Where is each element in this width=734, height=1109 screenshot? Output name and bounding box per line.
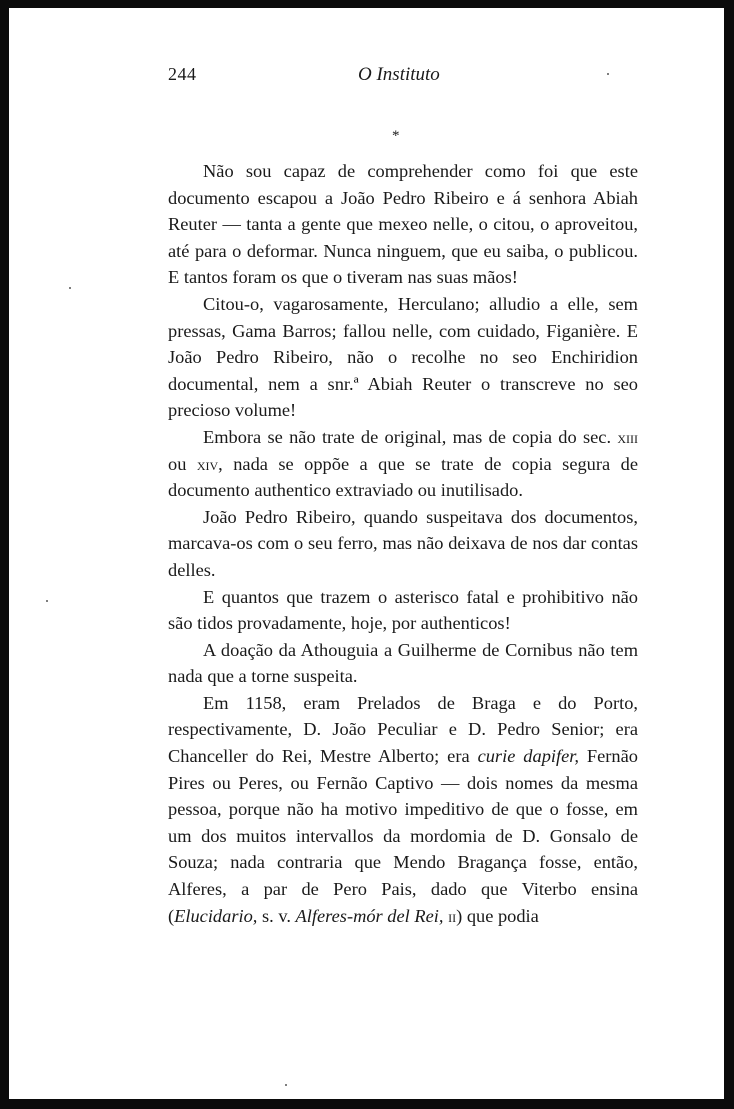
paragraph-text: Fernão Pires ou Peres, ou Fernão Captivo — dois nomes da mesma pessoa, porque não ha motivo impeditivo de que o fosse, em um dos muitos intervallos da mordomia de D. Gonsalo de Souza; nada contraria que Mendo Bragança fosse, então, Alferes, a par de Pero Pais, dado que Viterbo ensina ( bbox=[168, 746, 638, 926]
paragraph-text: ou bbox=[168, 453, 197, 474]
volume-numeral: ii bbox=[448, 905, 457, 926]
scan-speck bbox=[285, 1084, 287, 1086]
paragraph: A doação da Athouguia a Guilherme de Cornibus não tem nada que a torne suspeita. bbox=[168, 639, 638, 687]
century-numeral: xiii bbox=[617, 426, 638, 447]
cited-work: Elucidario, bbox=[174, 905, 258, 926]
running-title: O Instituto bbox=[358, 64, 440, 85]
scan-speck bbox=[46, 600, 48, 602]
paragraph: Citou-o, vagarosamente, Herculano; alludio a elle, sem pressas, Gama Barros; fallou nelle, com cuidado, Figanière. E João Pedro Ribeiro, não o recolhe no seo Enchiridion documental, nem a snr.ª Abiah Reuter o transcreve no seo precioso volume! bbox=[168, 293, 638, 421]
scan-speck bbox=[607, 73, 609, 75]
section-mark: * bbox=[392, 128, 400, 144]
body-text bbox=[168, 158, 638, 929]
paragraph: E quantos que trazem o asterisco fatal e prohibitivo não são tidos provadamente, hoje, por authenticos! bbox=[168, 586, 638, 634]
page-header bbox=[0, 64, 734, 88]
page-number: 244 bbox=[168, 64, 197, 84]
paragraph-text: , nada se oppõe a que se trate de copia segura de documento authentico extraviado ou inutilisado. bbox=[168, 453, 638, 501]
paragraph bbox=[168, 424, 638, 504]
scan-speck bbox=[69, 287, 71, 289]
paragraph-text: Embora se não trate de original, mas de copia do sec. bbox=[203, 426, 618, 447]
latin-title: curie dapifer, bbox=[477, 746, 579, 767]
paragraph-text: Em 1158, eram Prelados de Braga e do Porto, respectivamente, D. João Peculiar e D. Pedro Senior; era Chanceller do Rei, Mestre Alberto; era bbox=[168, 692, 638, 767]
century-numeral: xiv bbox=[196, 453, 219, 474]
paragraph: João Pedro Ribeiro, quando suspeitava dos documentos, marcava-os com o seu ferro, mas não deixava de nos dar contas delles. bbox=[168, 506, 638, 580]
paragraph-text: ) que podia bbox=[456, 905, 539, 926]
cited-entry: Alferes-mór del Rei, bbox=[295, 905, 444, 926]
paragraph-text: s. v. bbox=[257, 905, 296, 926]
paragraph: Não sou capaz de comprehender como foi que este documento escapou a João Pedro Ribeiro e á senhora Abiah Reuter — tanta a gente que mexeo nelle, o citou, o aproveitou, até para o deformar. Nunca ninguem, que eu saiba, o publicou. E tantos foram os que o tiveram nas suas mãos! bbox=[168, 161, 638, 288]
paragraph bbox=[168, 690, 638, 929]
